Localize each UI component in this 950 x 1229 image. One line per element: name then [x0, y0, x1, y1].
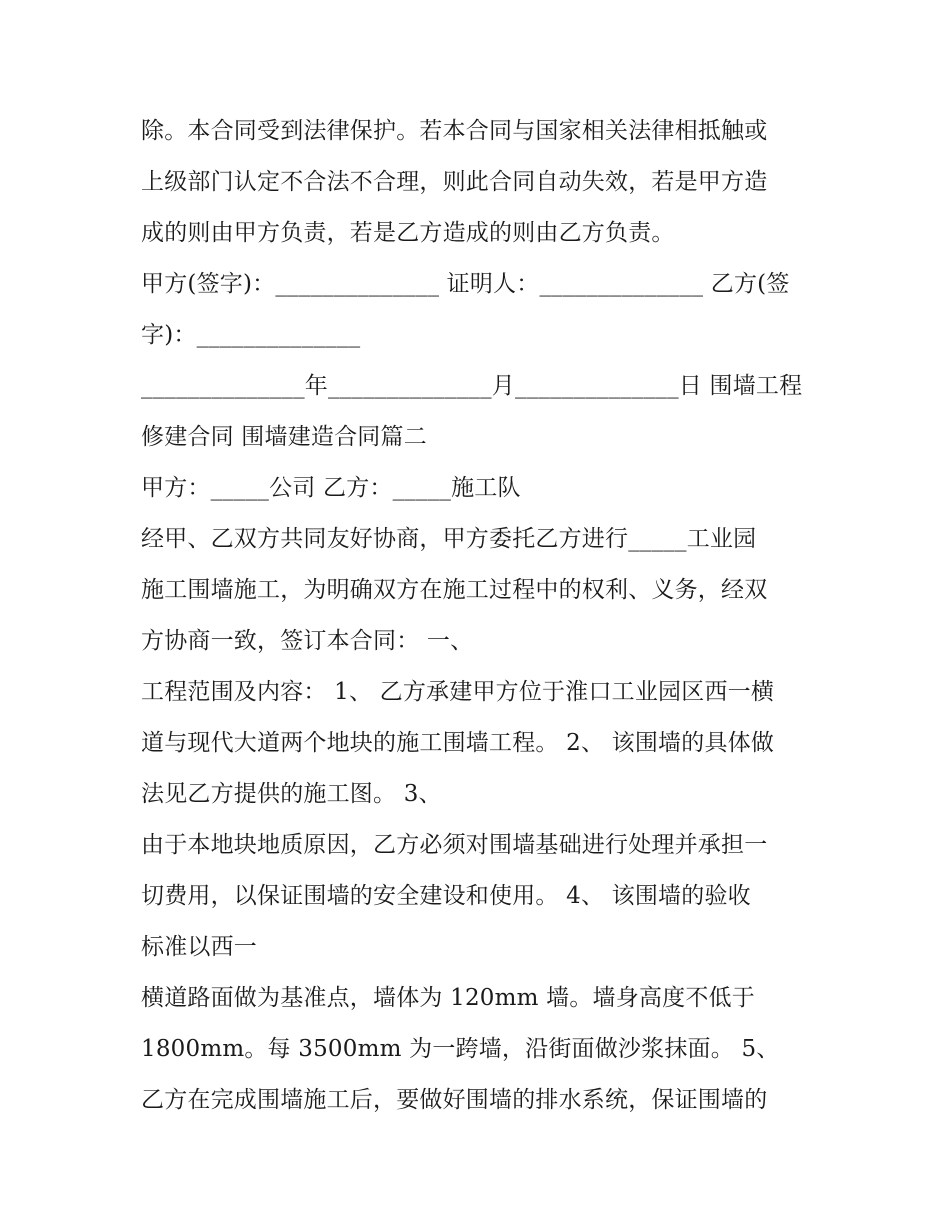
text-line: 工程范围及内容： 1、 乙方承建甲方位于淮口工业园区西一横	[141, 679, 775, 705]
text-line: 由于本地块地质原因，乙方必须对围墙基础进行处理并承担一	[141, 832, 768, 858]
parties-line: 甲方：_____公司 乙方：_____施工队	[141, 475, 521, 501]
text-line: 施工围墙施工，为明确双方在施工过程中的权利、义务，经双	[141, 577, 768, 603]
contract-body	[141, 106, 821, 1126]
text-line: 上级部门认定不合法不合理，则此合同自动失效，若是甲方造	[141, 169, 768, 195]
text-line: 法见乙方提供的施工图。 3、	[141, 781, 442, 807]
signature-line-continued: 字)：______________	[141, 322, 361, 348]
text-line: 除。本合同受到法律保护。若本合同与国家相关法律相抵触或	[141, 118, 768, 144]
text-line: 成的则由甲方负责，若是乙方造成的则由乙方负责。	[141, 220, 675, 246]
date-line: ______________年______________月______________日 围墙工程	[141, 373, 803, 399]
text-line: 经甲、乙双方共同友好协商，甲方委托乙方进行_____工业园	[141, 526, 757, 552]
signature-line-parties: 甲方(签字)：______________ 证明人：______________ 乙方(签	[141, 271, 790, 297]
text-line: 切费用，以保证围墙的安全建设和使用。 4、 该围墙的验收	[141, 883, 751, 909]
text-line: 标准以西一	[141, 934, 257, 960]
text-line: 横道路面做为基准点，墙体为 120mm 墙。墙身高度不低于	[141, 985, 755, 1011]
text-line: 方协商一致，签订本合同： 一、	[141, 628, 474, 654]
text-line: 乙方在完成围墙施工后，要做好围墙的排水系统，保证围墙的	[141, 1087, 768, 1113]
text-line: 道与现代大道两个地块的施工围墙工程。 2、 该围墙的具体做	[141, 730, 775, 756]
section-title: 修建合同 围墙建造合同篇二	[141, 424, 427, 450]
text-line: 1800mm。每 3500mm 为一跨墙，沿街面做沙浆抹面。 5、	[141, 1036, 780, 1062]
